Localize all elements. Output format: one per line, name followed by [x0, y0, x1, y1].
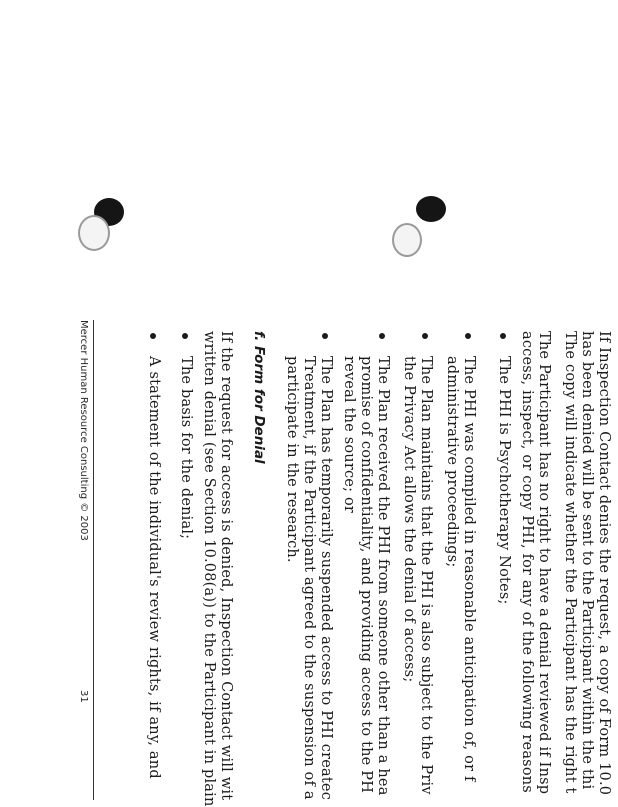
bullet-text: promise of confidentiality, and providing access to the PH — [358, 356, 374, 794]
binder-hole-icon — [392, 223, 422, 257]
footer-rule — [93, 320, 94, 800]
bullet-marker — [422, 333, 428, 339]
bullet-marker — [182, 333, 188, 339]
bullet-text: the Privacy Act allows the denial of access; — [401, 356, 417, 683]
binder-hole-icon — [416, 196, 446, 222]
body-line: If Inspection Contact denies the request, a copy of Form 10.0 — [596, 331, 612, 796]
bullet-text: The Plan received the PHI from someone other than a hea — [375, 356, 391, 796]
body-line: has been denied will be sent to the Participant within the thi — [579, 331, 595, 790]
section-heading: f. Form for Denial — [251, 331, 267, 464]
body-line: The copy will indicate whether the Participant has the right t — [562, 331, 578, 794]
bullet-marker — [150, 333, 156, 339]
bullet-marker — [322, 333, 328, 339]
body-line: access, inspect, or copy PHI, for any of the following reasons — [519, 331, 535, 793]
bullet-marker — [465, 333, 471, 339]
bullet-text: Treatment, if the Participant agreed to the suspension of a — [301, 356, 317, 800]
bullet-text: The PHI was compiled in reasonable anticipation of, or f — [461, 356, 477, 782]
bullet-text: A statement of the individual's review rights, if any, and — [146, 356, 162, 779]
footer-copyright: Mercer Human Resource Consulting © 2003 — [78, 320, 89, 541]
binder-hole-icon — [78, 215, 110, 251]
bullet-text: participate in the research. — [284, 356, 300, 563]
footer-page-number: 31 — [78, 690, 89, 703]
body-line: written denial (see Section 10.08(a)) to the Participant in plain — [201, 331, 217, 807]
bullet-text: The PHI is Psychotherapy Notes; — [496, 356, 512, 605]
bullet-text: The basis for the denial; — [178, 356, 194, 540]
bullet-text: administrative proceedings; — [444, 356, 460, 568]
bullet-marker — [379, 333, 385, 339]
body-line: The Participant has no right to have a denial reviewed if Insp — [536, 331, 552, 795]
bullet-marker — [500, 333, 506, 339]
body-line: If the request for access is denied, Inspection Contact will wit — [218, 331, 234, 801]
bullet-text: The Plan maintains that the PHI is also subject to the Priv — [418, 356, 434, 795]
bullet-text: reveal the source; or — [341, 356, 357, 514]
bullet-text: The Plan has temporarily suspended access to PHI createc — [318, 356, 334, 801]
